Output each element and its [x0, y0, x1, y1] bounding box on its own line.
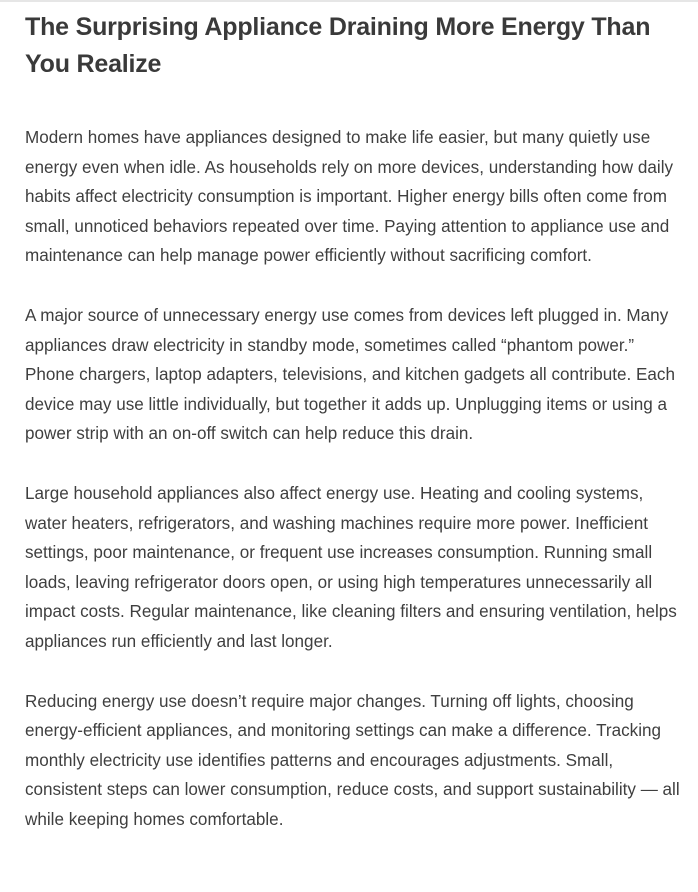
- article: [25, 9, 680, 864]
- article-body: [25, 123, 680, 834]
- paragraph-large-appliances: Large household appliances also affect energy use. Heating and cooling systems, water heaters, refrigerators, and washing machines require more power. Inefficient settings, poor maintenance, or frequent use increases consumption. Running small loads, leaving refrigerator doors open, or using high temperatures unnecessarily all impact costs. Regular maintenance, like cleaning filters and ensuring ventilation, helps appliances run efficiently and last longer.: [25, 483, 677, 651]
- top-border: [0, 0, 698, 2]
- article-title: The Surprising Appliance Draining More Energy Than You Realize: [25, 13, 651, 78]
- paragraph-phantom-power: A major source of unnecessary energy use comes from devices left plugged in. Many appliances draw electricity in standby mode, sometimes called “phantom power.” Phone chargers, laptop adapters, televisions, and kitchen gadgets all contribute. Each device may use little individually, but together it adds up. Unplugging items or using a power strip with an on-off switch can help reduce this drain.: [25, 305, 675, 444]
- paragraph-intro: Modern homes have appliances designed to make life easier, but many quietly use energy even when idle. As households rely on more devices, understanding how daily habits affect electricity consumption is important. Higher energy bills often come from small, unnoticed behaviors repeated over time. Paying attention to appliance use and maintenance can help manage power efficiently without sacrificing comfort.: [25, 128, 674, 266]
- paragraph-conclusion: Reducing energy use doesn’t require major changes. Turning off lights, choosing energy-efficient appliances, and monitoring settings can make a difference. Tracking monthly electricity use identifies patterns and encourages adjustments. Small, consistent steps can lower consumption, reduce costs, and support sustainability — all while keeping homes comfortable.: [25, 691, 680, 829]
